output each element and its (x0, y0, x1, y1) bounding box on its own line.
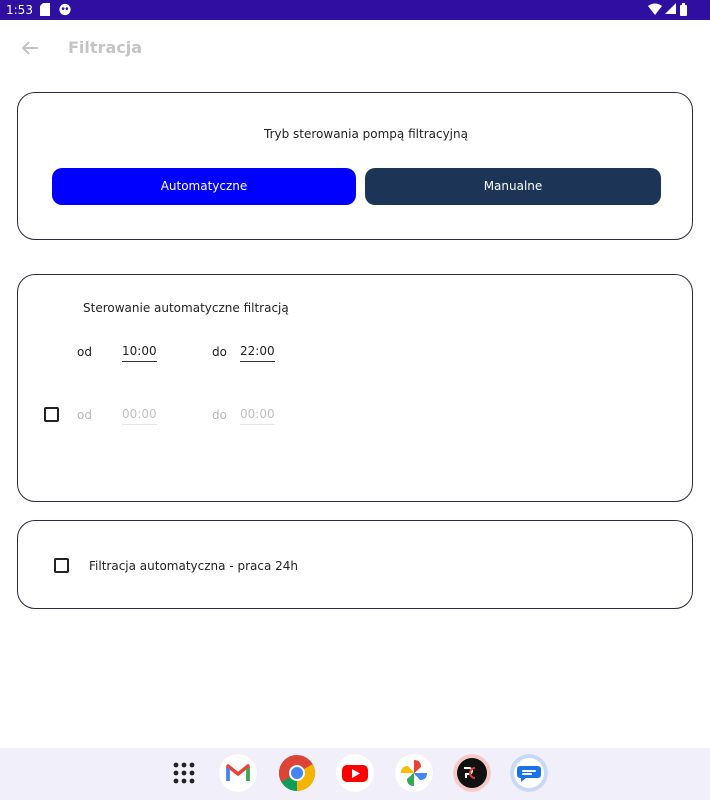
app-notification-icon (58, 3, 72, 16)
to-label-2: do (212, 408, 227, 422)
sd-card-icon (40, 3, 50, 16)
pump-mode-card (17, 92, 693, 240)
all-day-checkbox[interactable] (54, 558, 69, 573)
photos-icon[interactable] (395, 754, 433, 792)
to-label: do (212, 345, 227, 359)
all-day-card (17, 520, 693, 609)
auto-mode-button[interactable]: Automatyczne (52, 168, 356, 205)
chrome-icon[interactable] (278, 754, 316, 792)
status-time: 1:53 (6, 3, 33, 17)
gmail-icon[interactable] (219, 754, 257, 792)
all-day-label: Filtracja automatyczna - praca 24h (89, 559, 299, 573)
pcs-app-icon[interactable] (453, 754, 491, 792)
pump-mode-title: Tryb sterowania pompą filtracyjną (264, 127, 468, 141)
app-bar (0, 20, 710, 76)
to-time-field[interactable]: 22:00 (240, 344, 275, 362)
from-label: od (77, 345, 92, 359)
status-bar (0, 0, 710, 20)
from-time-field[interactable]: 10:00 (122, 344, 157, 362)
auto-control-card (17, 274, 693, 502)
page-title: Filtracja (68, 38, 142, 57)
app-drawer-icon[interactable] (165, 754, 203, 792)
second-interval-checkbox[interactable] (44, 407, 59, 422)
from-time-field-2[interactable]: 00:00 (122, 407, 157, 425)
wifi-icon (648, 3, 662, 15)
from-label-2: od (77, 408, 92, 422)
manual-mode-button[interactable]: Manualne (365, 168, 661, 205)
signal-icon (665, 3, 676, 14)
to-time-field-2[interactable]: 00:00 (240, 407, 275, 425)
taskbar (0, 748, 710, 800)
back-arrow-icon[interactable] (18, 36, 42, 60)
battery-icon (680, 3, 687, 16)
youtube-icon[interactable] (336, 754, 374, 792)
messages-icon[interactable] (510, 754, 548, 792)
auto-control-title: Sterowanie automatyczne filtracją (83, 301, 289, 315)
